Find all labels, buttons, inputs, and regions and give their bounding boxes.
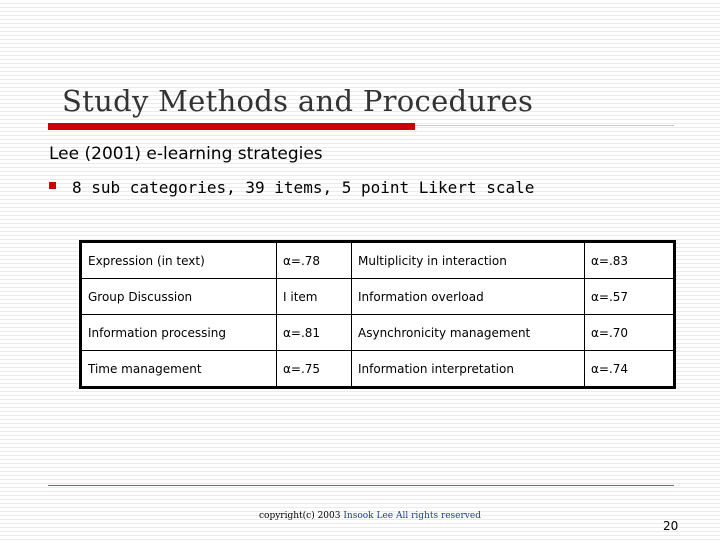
reliability-table [79,240,676,389]
right-label-cell: Asynchronicity management [352,315,585,351]
left-value-cell: α=.75 [277,351,352,388]
left-label-cell: Time management [81,351,277,388]
right-label-cell: Multiplicity in interaction [352,242,585,279]
copyright-prefix: copyright(c) 2003 [259,511,344,521]
left-value-cell: I item [277,279,352,315]
slide-title: Study Methods and Procedures [62,84,534,118]
left-value-cell: α=.78 [277,242,352,279]
left-label-cell: Group Discussion [81,279,277,315]
bullet-text: 8 sub categories, 39 items, 5 point Likert scale [72,178,535,197]
table-row [81,315,675,351]
left-value-cell: α=.81 [277,315,352,351]
table-row [81,351,675,388]
left-label-cell: Information processing [81,315,277,351]
table-row [81,242,675,279]
table-row [81,279,675,315]
copyright-notice [259,511,481,521]
right-label-cell: Information interpretation [352,351,585,388]
footer-divider [48,485,674,486]
right-value-cell: α=.70 [585,315,675,351]
right-value-cell: α=.83 [585,242,675,279]
left-label-cell: Expression (in text) [81,242,277,279]
right-value-cell: α=.74 [585,351,675,388]
right-value-cell: α=.57 [585,279,675,315]
right-label-cell: Information overload [352,279,585,315]
copyright-owner: Insook Lee All rights reserved [343,511,481,521]
bullet-item [49,177,534,197]
page-number: 20 [663,519,679,533]
square-bullet-icon [49,182,56,189]
section-heading: Lee (2001) e-learning strategies [49,144,323,164]
title-accent-bar [48,123,415,130]
